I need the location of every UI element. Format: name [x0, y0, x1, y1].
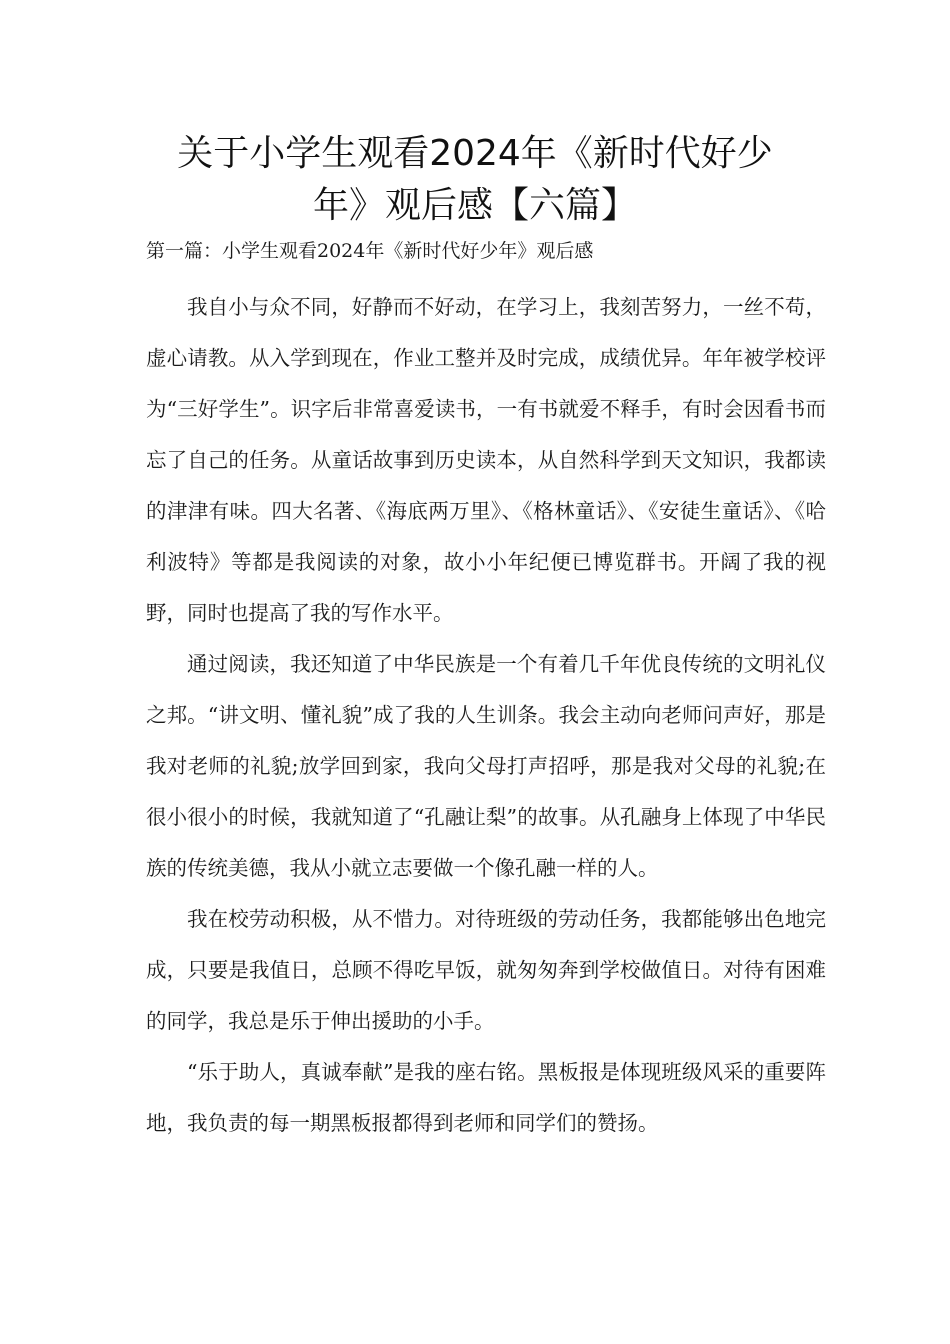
- title-line-2: 年》观后感【六篇】: [312, 185, 637, 226]
- paragraph: 通过阅读，我还知道了中华民族是一个有着几千年优良传统的文明礼仪之邦。“讲文明、懂礼貌”成了我的人生训条。我会主动向老师问声好，那是我对老师的礼貌;放学回到家，我向父母打声招呼，那是我对父母的礼貌;在很小很小的时候，我就知道了“孔融让梨”的故事。从孔融身上体现了中华民族的传统美德，我从小就立志要做一个像孔融一样的人。: [146, 652, 826, 880]
- document-title: [120, 128, 830, 232]
- document-body: [146, 282, 826, 1149]
- title-line-1: 关于小学生观看2024年《新时代好少: [177, 133, 773, 174]
- section-heading: 第一篇：小学生观看2024年《新时代好少年》观后感: [146, 240, 594, 262]
- paragraph: 我在校劳动积极，从不惜力。对待班级的劳动任务，我都能够出色地完成，只要是我值日，总顾不得吃早饭，就匆匆奔到学校做值日。对待有困难的同学，我总是乐于伸出援助的小手。: [146, 907, 826, 1033]
- paragraph: 我自小与众不同，好静而不好动，在学习上，我刻苦努力，一丝不苟，虚心请教。从入学到现在，作业工整并及时完成，成绩优异。年年被学校评为“三好学生”。识字后非常喜爱读书，一有书就爱不释手，有时会因看书而忘了自己的任务。从童话故事到历史读本，从自然科学到天文知识，我都读的津津有味。四大名著、《海底两万里》、《格林童话》、《安徒生童话》、《哈利波特》等都是我阅读的对象，故小小年纪便已博览群书。开阔了我的视野，同时也提高了我的写作水平。: [146, 295, 826, 625]
- paragraph: “乐于助人，真诚奉献”是我的座右铭。黑板报是体现班级风采的重要阵地，我负责的每一期黑板报都得到老师和同学们的赞扬。: [146, 1060, 826, 1135]
